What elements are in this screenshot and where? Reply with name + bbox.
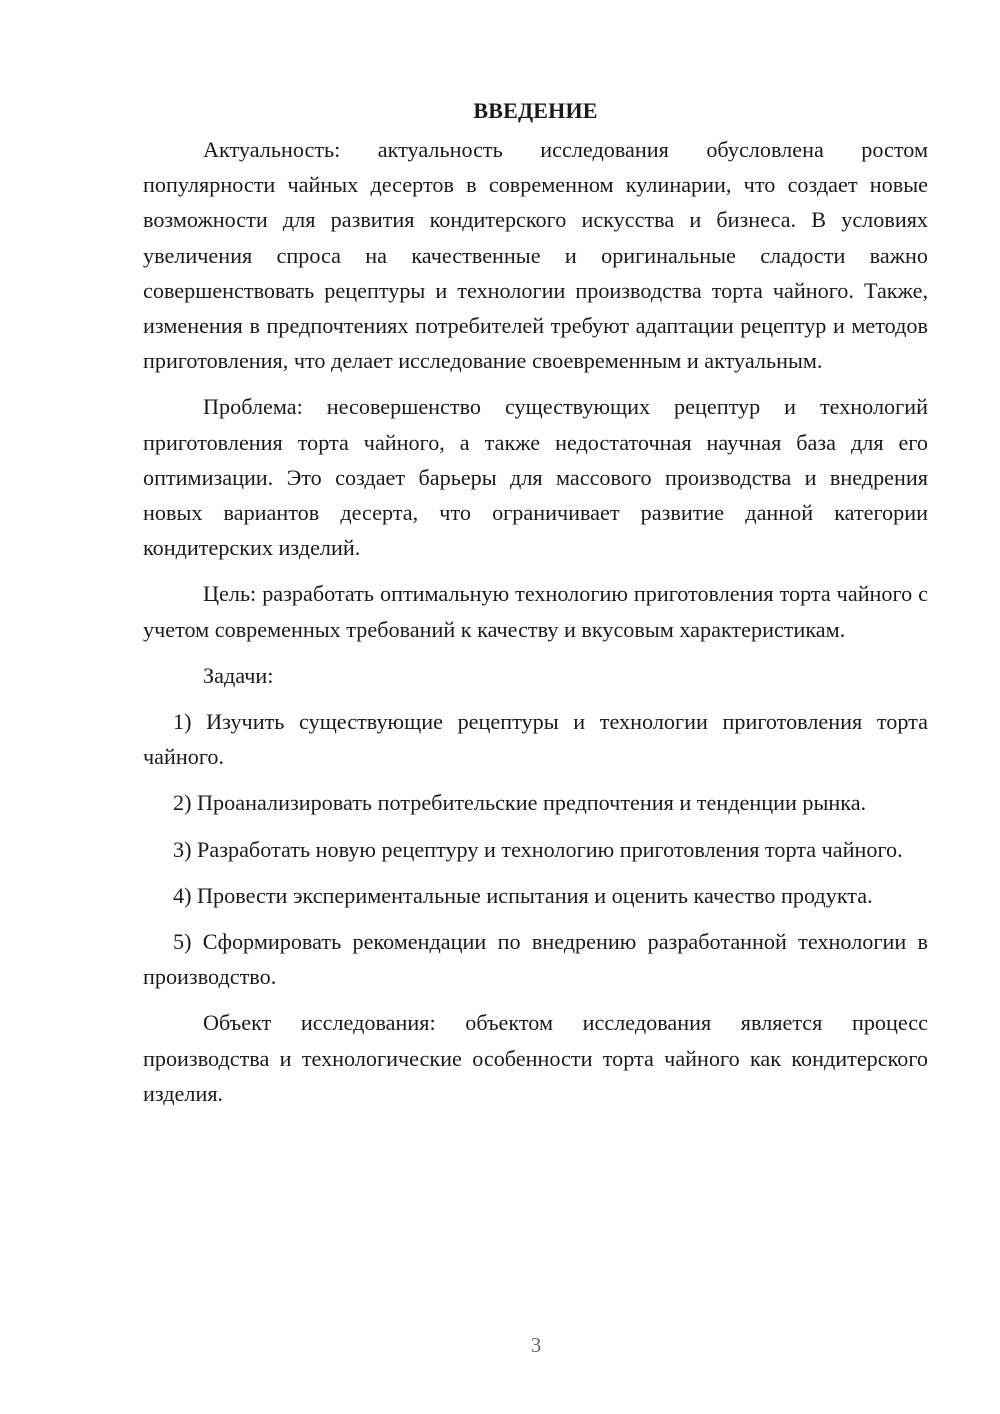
tasks-label: Задачи: — [203, 662, 274, 688]
paragraph-object: Объект исследования: объектом исследования является процесс производства и технологические особенности торта чайного как кондитерского изделия. — [143, 1010, 928, 1106]
page-number: 3 — [530, 1333, 542, 1357]
task-item-3: 3) Разработать новую рецептуру и технологию приготовления торта чайного. — [173, 836, 903, 862]
paragraph-problem: Проблема: несовершенство существующих рецептур и технологий приготовления торта чайного, а также недостаточная научная база для его оптимизации. Это создает барьеры для массового производства и внедрения новых вариантов десерта, что ограничивает развитие данной категории кондитерских изделий. — [143, 394, 928, 561]
paragraph-relevance: Актуальность: актуальность исследования обусловлена ростом популярности чайных десертов в современном кулинарии, что создает новые возможности для развития кондитерского искусства и бизнеса. В условиях увеличения спроса на качественные и оригинальные сладости важно совершенствовать рецептуры и технологии производства торта чайного. Также, изменения в предпочтениях потребителей требуют адаптации рецептур и методов приготовления, что делает исследование своевременным и актуальным. — [143, 137, 928, 374]
document-body — [143, 95, 928, 1111]
page-title: ВВЕДЕНИЕ — [473, 98, 598, 123]
task-item-1: 1) Изучить существующие рецептуры и технологии приготовления торта чайного. — [143, 709, 928, 770]
task-item-5: 5) Сформировать рекомендации по внедрению разработанной технологии в производство. — [143, 929, 928, 990]
task-item-2: 2) Проанализировать потребительские предпочтения и тенденции рынка. — [173, 790, 867, 816]
paragraph-goal: Цель: разработать оптимальную технологию приготовления торта чайного с учетом современных требований к качеству и вкусовым характеристикам. — [143, 581, 928, 642]
task-item-4: 4) Провести экспериментальные испытания и оценить качество продукта. — [173, 882, 873, 908]
